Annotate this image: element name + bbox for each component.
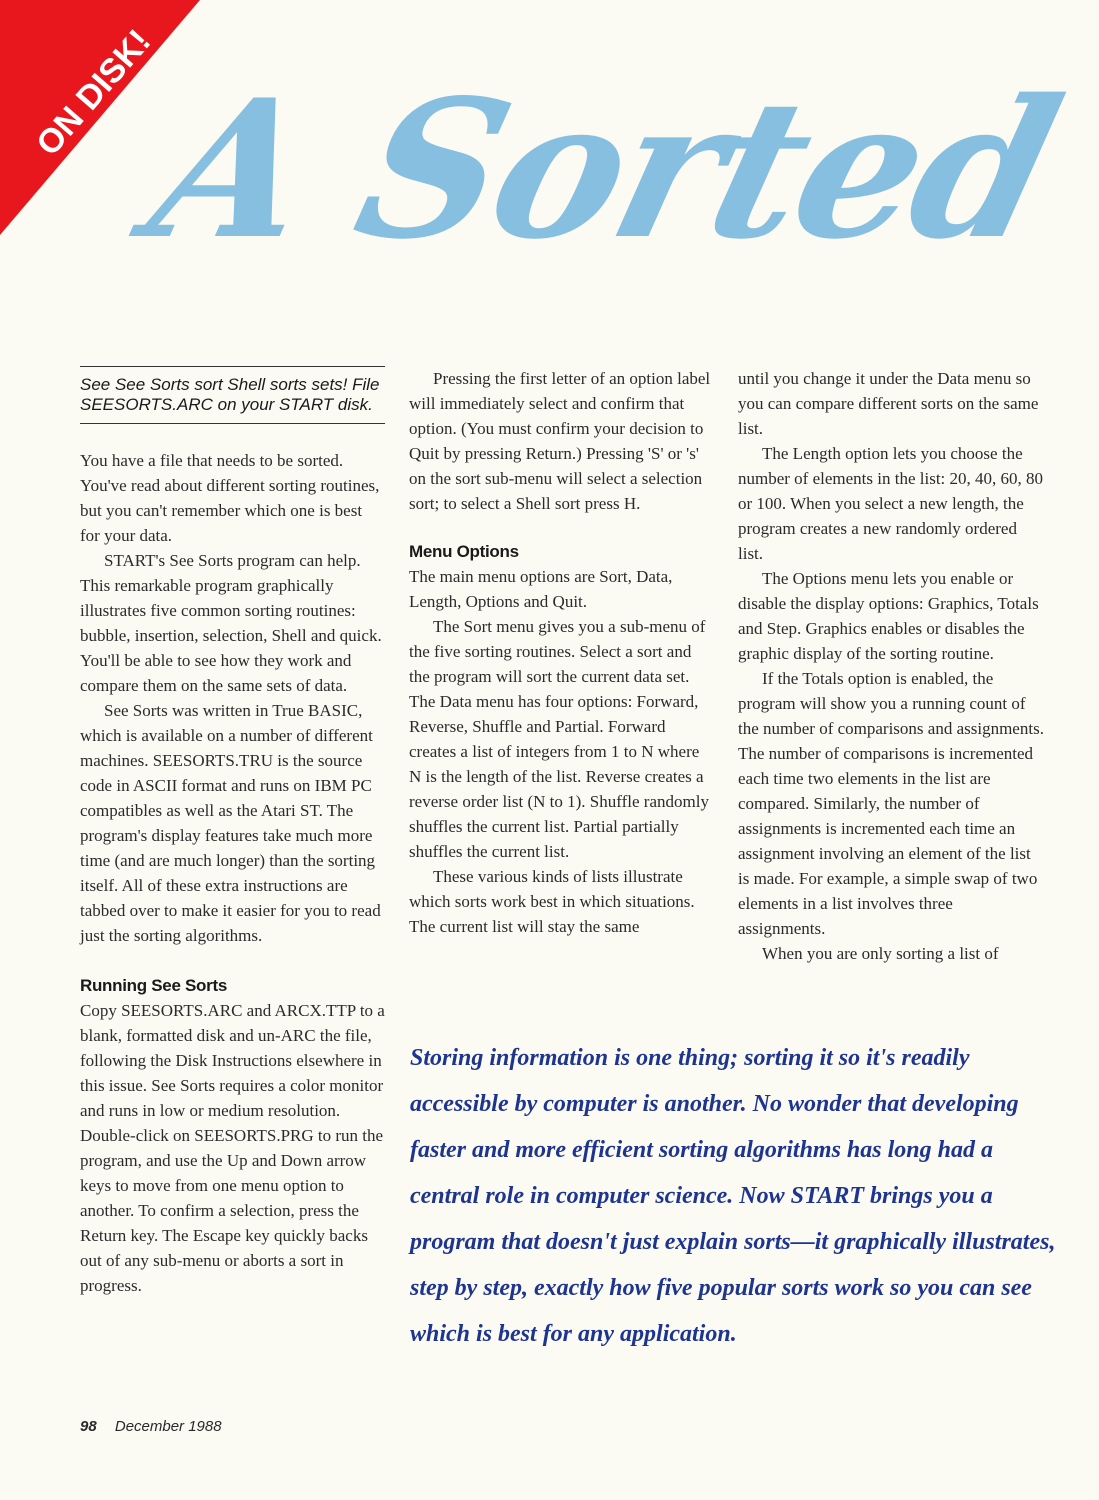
column-3 xyxy=(738,366,1044,966)
pull-quote: Storing information is one thing; sorting it so it's readily accessible by computer is another. No wonder that developing faster and more efficient sorting algorithms has long had a central role in computer science. Now START brings you a program that doesn't just explain sorts—it graphically illustrates, step by step, exactly how five popular sorts work so you can see which is best for any application. xyxy=(410,1045,1056,1347)
column-1 xyxy=(80,366,385,1298)
issue-date: December 1988 xyxy=(114,1418,222,1435)
paragraph: If the Totals option is enabled, the program will show you a running count of the number of comparisons and assignments. The number of comparisons is incremented each time two elements in the list are compared. Similarly, the number of assignments is incremented each time an assignment involving an element of the list is made. For example, a simple swap of two elements in a list involves three assignments. xyxy=(738,669,1044,938)
paragraph: The main menu options are Sort, Data, Length, Options and Quit. xyxy=(409,567,673,611)
paragraph: The Sort menu gives you a sub-menu of the five sorting routines. Select a sort and the program will sort the current data set. The Data menu has four options: Forward, Reverse, Shuffle and Partial. Forward creates a list of integers from 1 to N where N is the length of the list. Reverse creates a reverse order list (N to 1). Shuffle randomly shuffles the current list. Partial partially shuffles the current list. xyxy=(409,617,709,861)
paragraph: START's See Sorts program can help. This remarkable program graphically illustrates five common sorting routines: bubble, insertion, selection, Shell and quick. You'll be able to see how they work and compare them on the same sets of data. xyxy=(80,551,382,695)
paragraph: Copy SEESORTS.ARC and ARCX.TTP to a blank, formatted disk and un-ARC the file, following the Disk Instructions elsewhere in this issue. See Sorts requires a color monitor and runs in low or medium resolution. Double-click on SEESORTS.PRG to run the program, and use the Up and Down arrow keys to move from one menu option to another. To confirm a selection, press the Return key. The Escape key quickly backs out of any sub-menu or aborts a sort in progress. xyxy=(80,1001,385,1295)
paragraph: until you change it under the Data menu so you can compare different sorts on the same list. xyxy=(738,369,1039,438)
column-2 xyxy=(409,366,715,939)
deck: See See Sorts sort Shell sorts sets! File SEESORTS.ARC on your START disk. xyxy=(80,366,385,424)
paragraph: The Options menu lets you enable or disable the display options: Graphics, Totals and Step. Graphics enables or disables the graphic display of the sorting routine. xyxy=(738,569,1039,663)
banner-text: ON DISK! xyxy=(29,22,159,163)
section-heading: Running See Sorts xyxy=(80,976,227,995)
page-footer xyxy=(80,1418,222,1435)
section-heading: Menu Options xyxy=(409,542,519,561)
paragraph: These various kinds of lists illustrate which sorts work best in which situations. The current list will stay the same xyxy=(409,867,695,936)
headline-title: A Sorted xyxy=(132,58,1075,281)
paragraph: You have a file that needs to be sorted. You've read about different sorting routines, but you can't remember which one is best for your data. xyxy=(80,451,380,545)
paragraph: When you are only sorting a list of xyxy=(762,944,999,963)
paragraph: See Sorts was written in True BASIC, which is available on a number of different machines. SEESORTS.TRU is the source code in ASCII format and runs on IBM PC compatibles as well as the Atari ST. The program's display features take much more time (and are much longer) than the sorting itself. All of these extra instructions are tabbed over to make it easier for you to read just the sorting algorithms. xyxy=(80,701,381,945)
paragraph: Pressing the first letter of an option label will immediately select and confirm that option. (You must confirm your decision to Quit by pressing Return.) Pressing 'S' or 's' on the sort sub-menu will select a selection sort; to select a Shell sort press H. xyxy=(409,369,711,513)
paragraph: The Length option lets you choose the number of elements in the list: 20, 40, 60, 80 or 100. When you select a new length, the program creates a new randomly ordered list. xyxy=(738,444,1044,563)
page-number: 98 xyxy=(80,1418,97,1435)
